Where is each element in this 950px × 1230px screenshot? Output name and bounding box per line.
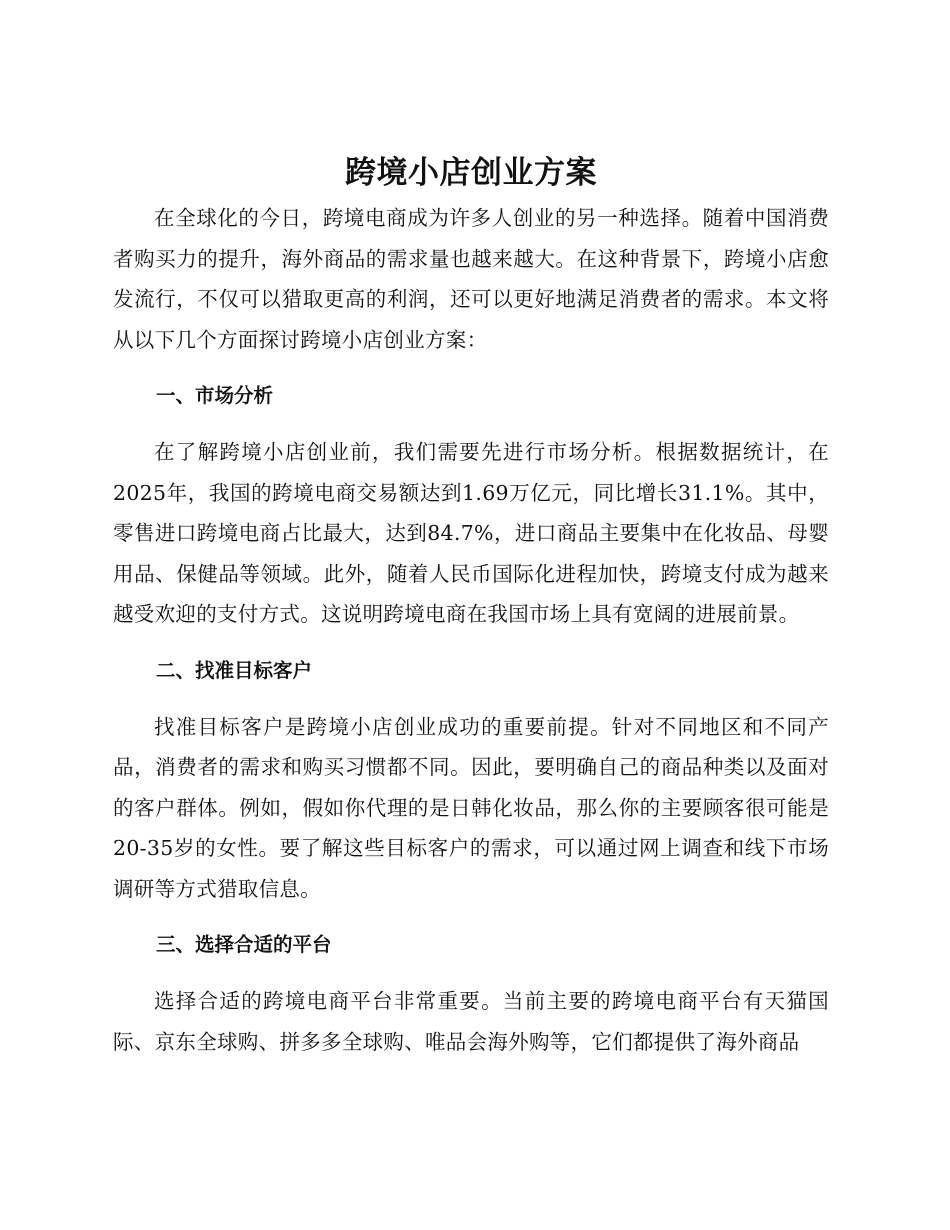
section-heading-target-customers: 二、找准目标客户 bbox=[156, 658, 313, 682]
document-title: 跨境小店创业方案 bbox=[345, 155, 597, 191]
section-heading-market-analysis: 一、市场分析 bbox=[156, 384, 274, 407]
section-body-choose-platform: 选择合适的跨境电商平台非常重要。当前主要的跨境电商平台有天猫国际、京东全球购、拼多多全球购、唯品会海外购等，它们都提供了海外商品 bbox=[113, 989, 829, 1054]
intro-paragraph: 在全球化的今日，跨境电商成为许多人创业的另一种选择。随着中国消费者购买力的提升，海外商品的需求量也越来越大。在这种背景下，跨境小店愈发流行，不仅可以猎取更高的利润，还可以更好地满足消费者的需求。本文将从以下几个方面探讨跨境小店创业方案： bbox=[113, 206, 829, 352]
section-body-target-customers: 找准目标客户是跨境小店创业成功的重要前提。针对不同地区和不同产品，消费者的需求和购买习惯都不同。因此，要明确自己的商品种类以及面对的客户群体。例如，假如你代理的是日韩化妆品，那么你的主要顾客很可能是20-35岁的女性。要了解这些目标客户的需求，可以通过网上调查和线下市场调研等方式猎取信息。 bbox=[113, 714, 829, 901]
section-heading-choose-platform: 三、选择合适的平台 bbox=[156, 933, 332, 956]
section-body-market-analysis: 在了解跨境小店创业前，我们需要先进行市场分析。根据数据统计，在2025年，我国的跨境电商交易额达到1.69万亿元，同比增长31.1%。其中，零售进口跨境电商占比最大，达到84.7%，进口商品主要集中在化妆品、母婴用品、保健品等领域。此外，随着人民币国际化进程加快，跨境支付成为越来越受欢迎的支付方式。这说明跨境电商在我国市场上具有宽阔的进展前景。 bbox=[113, 440, 829, 626]
document-page bbox=[113, 148, 829, 1062]
